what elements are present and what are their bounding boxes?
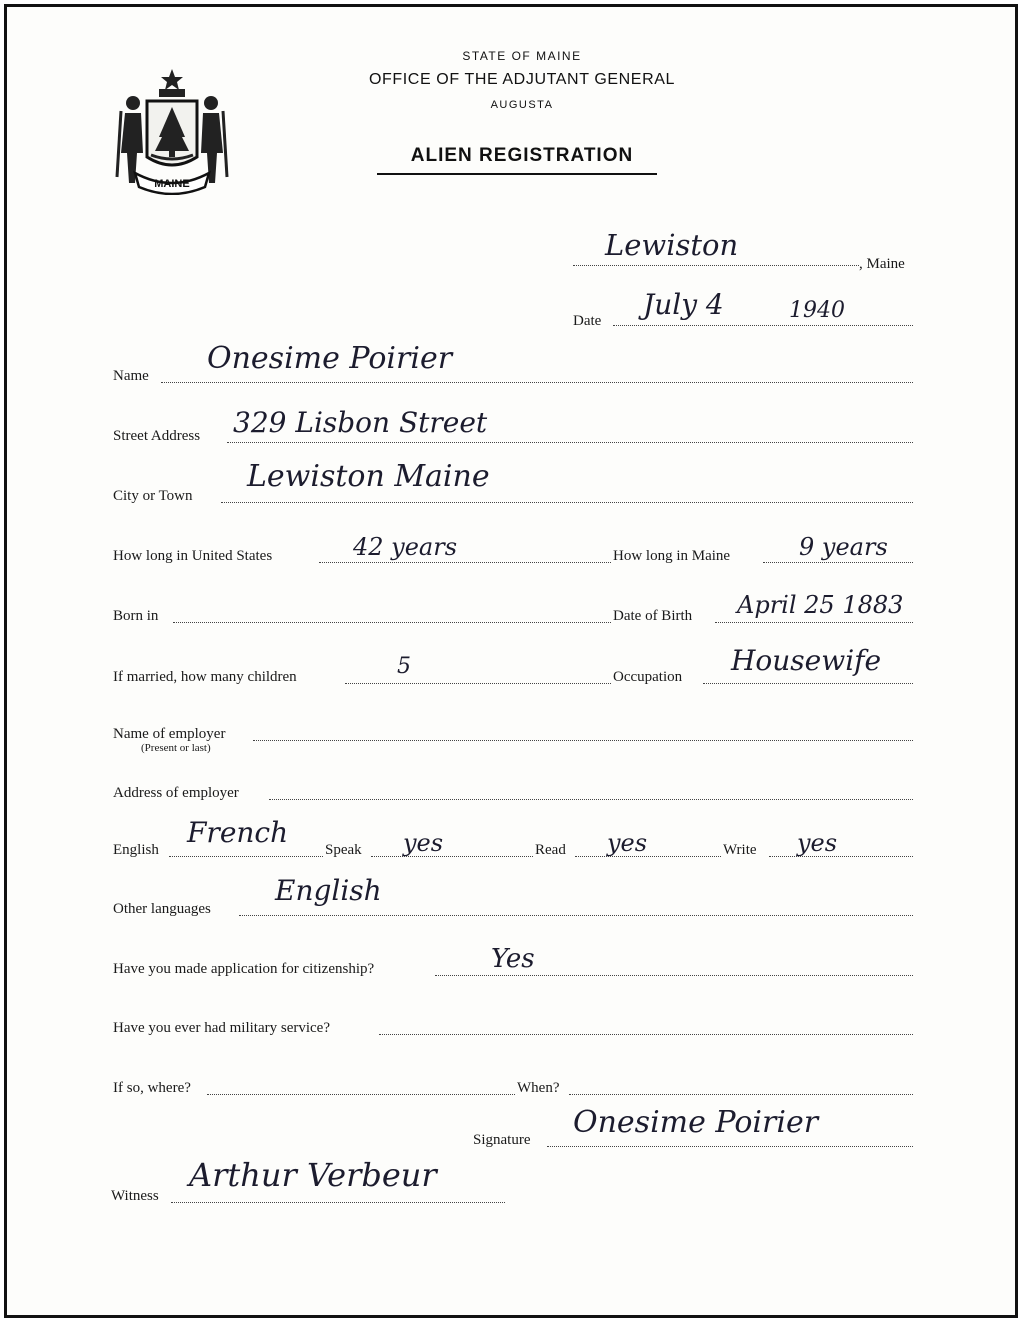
employer-address-line — [269, 799, 913, 800]
employer-label: Name of employer — [113, 726, 226, 742]
read-line — [575, 856, 721, 857]
dob-value: April 25 1883 — [737, 591, 904, 619]
date-line — [613, 325, 913, 326]
employer-line — [253, 740, 913, 741]
street-value: 329 Lisbon Street — [233, 406, 488, 439]
alien-registration-form — [4, 4, 1018, 1318]
citizenship-line — [435, 975, 913, 976]
state-heading: STATE OF MAINE — [462, 49, 582, 63]
speak-line — [371, 856, 533, 857]
military-label: Have you ever had military service? — [113, 1020, 330, 1036]
city-value: Lewiston Maine — [247, 459, 490, 494]
other-languages-label: Other languages — [113, 901, 211, 917]
when-line — [569, 1094, 913, 1095]
date-month-day: July 4 — [643, 288, 724, 321]
street-label: Street Address — [113, 428, 201, 444]
children-value: 5 — [397, 654, 411, 679]
other-languages-line — [239, 915, 913, 916]
signature-line — [547, 1146, 913, 1147]
dob-label: Date of Birth — [613, 608, 693, 624]
city-line — [221, 502, 913, 503]
dob-line — [715, 622, 913, 623]
witness-value: Arthur Verbeur — [189, 1156, 437, 1194]
born-in-label: Born in — [113, 608, 159, 624]
speak-label: Speak — [325, 842, 362, 858]
signature-label: Signature — [473, 1132, 531, 1148]
read-label: Read — [535, 842, 566, 858]
us-time-line — [319, 562, 611, 563]
born-in-line — [173, 622, 611, 623]
witness-label: Witness — [111, 1188, 159, 1204]
children-label: If married, how many children — [113, 669, 297, 685]
read-value: yes — [607, 829, 648, 857]
place-value: Lewiston — [605, 228, 739, 262]
svg-text:MAINE: MAINE — [154, 178, 190, 190]
signature-value: Onesime Poirier — [573, 1105, 819, 1140]
city-heading: AUGUSTA — [490, 99, 554, 111]
english-label: English — [113, 842, 159, 858]
maine-time-line — [763, 562, 913, 563]
employer-note: (Present or last) — [141, 742, 211, 754]
occupation-label: Occupation — [613, 669, 683, 685]
maine-time-label: How long in Maine — [613, 548, 731, 564]
date-label: Date — [573, 313, 602, 329]
other-languages-value: English — [275, 874, 382, 907]
maine-time-value: 9 years — [799, 533, 888, 561]
where-label: If so, where? — [113, 1080, 191, 1096]
english-value: French — [187, 816, 289, 849]
english-line — [169, 856, 323, 857]
military-line — [379, 1034, 913, 1035]
us-time-label: How long in United States — [113, 548, 273, 564]
office-heading: OFFICE OF THE ADJUTANT GENERAL — [368, 71, 676, 88]
occupation-value: Housewife — [731, 644, 882, 677]
name-value: Onesime Poirier — [207, 341, 453, 376]
date-year: 1940 — [789, 298, 845, 323]
write-label: Write — [723, 842, 757, 858]
name-line — [161, 382, 913, 383]
place-suffix: , Maine — [859, 256, 905, 272]
speak-value: yes — [403, 829, 444, 857]
name-label: Name — [113, 368, 149, 384]
when-label: When? — [517, 1080, 560, 1096]
title-underline — [377, 173, 657, 175]
maine-seal-icon — [113, 65, 231, 195]
write-line — [769, 856, 913, 857]
city-label: City or Town — [113, 488, 193, 504]
us-time-value: 42 years — [353, 533, 458, 561]
form-title: ALIEN REGISTRATION — [410, 145, 634, 166]
children-line — [345, 683, 611, 684]
citizenship-value: Yes — [491, 944, 535, 974]
write-value: yes — [797, 829, 838, 857]
where-line — [207, 1094, 515, 1095]
place-line — [573, 265, 859, 266]
street-line — [227, 442, 913, 443]
witness-line — [171, 1202, 505, 1203]
employer-address-label: Address of employer — [113, 785, 239, 801]
occupation-line — [703, 683, 913, 684]
citizenship-label: Have you made application for citizenship? — [113, 961, 375, 977]
